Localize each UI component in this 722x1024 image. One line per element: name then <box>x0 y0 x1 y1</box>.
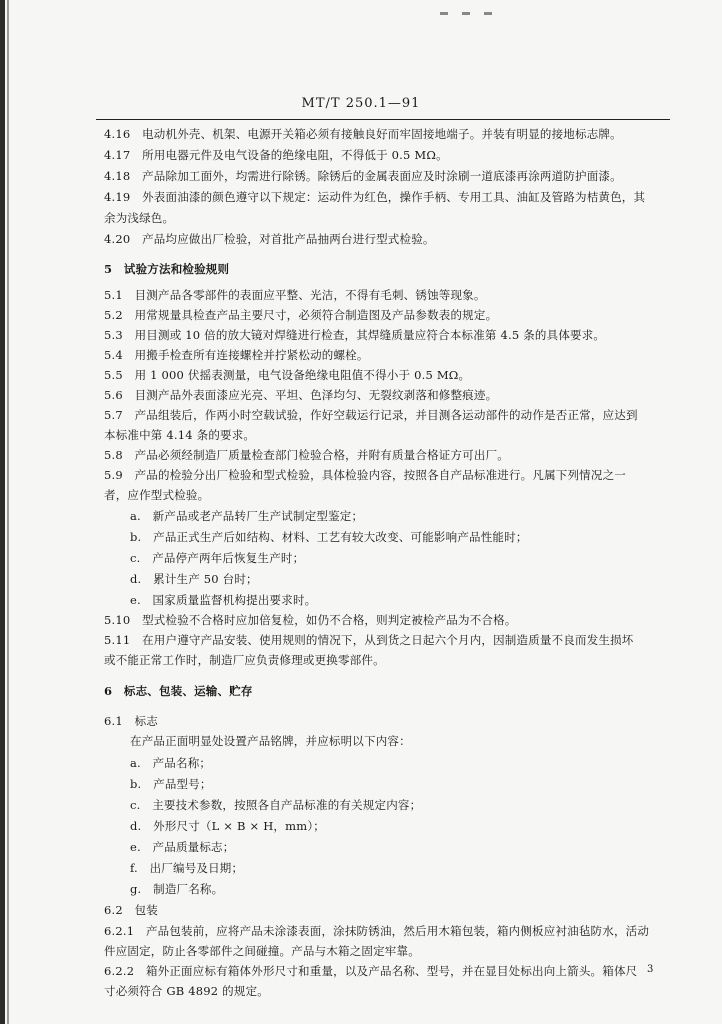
text-line-c4-19: 4.19 外表面油漆的颜色遵守以下规定：运动件为红色，操作手柄、专用工具、油缸及管路为桔黄色，其 <box>104 190 646 204</box>
text-line-c6-2-1: 6.2.1 产品包装前，应将产品未涂漆表面，涂抹防锈油，然后用木箱包装，箱内侧板应衬油毡防水，活动 <box>104 924 650 938</box>
text-line-c5-7b: 本标准中第 4.14 条的要求。 <box>104 428 256 442</box>
text-line-c5-9d: d. 累计生产 50 台时； <box>130 572 258 586</box>
text-line-c4-20: 4.20 产品均应做出厂检验，对首批产品抽两台进行型式检验。 <box>104 232 435 246</box>
text-line-c6-1e: e. 产品质量标志； <box>130 840 235 854</box>
text-line-c6-1a: a. 产品名称； <box>130 756 212 770</box>
text-line-c5-3: 5.3 用目测或 10 倍的放大镜对焊缝进行检查，其焊缝质量应符合本标准第 4.5 条的具体要求。 <box>104 328 606 342</box>
text-line-c5-4: 5.4 用搬手检查所有连接螺栓并拧紧松动的螺栓。 <box>104 348 369 362</box>
text-line-c5-6: 5.6 目测产品外表面漆应光亮、平坦、色泽均匀、无裂纹剥落和修整痕迹。 <box>104 388 498 402</box>
text-line-c5-9a: a. 新产品或老产品转厂生产试制定型鉴定； <box>130 509 364 523</box>
text-line-c5-5: 5.5 用 1 000 伏摇表测量，电气设备绝缘电阻值不得小于 0.5 MΩ。 <box>104 368 471 382</box>
text-line-c6-2-1b: 件应固定，防止各零部件之间碰撞。产品与木箱之固定牢靠。 <box>104 944 420 958</box>
text-line-c5-2: 5.2 用常规量具检查产品主要尺寸，必须符合制造图及产品参数表的规定。 <box>104 308 498 322</box>
text-line-c5-9b: 者，应作型式检验。 <box>104 488 210 502</box>
text-line-c6-1f: f. 出厂编号及日期； <box>130 861 244 875</box>
text-line-c5-9c: c. 产品停产两年后恢复生产时； <box>130 551 305 565</box>
text-line-c5-8: 5.8 产品必须经制造厂质量检查部门检验合格，并附有质量合格证方可出厂。 <box>104 448 509 462</box>
text-line-c4-18: 4.18 产品除加工面外，均需进行除锈。除锈后的金属表面应及时涂刷一道底漆再涂两道防护面漆。 <box>104 169 622 183</box>
scan-noise <box>440 0 560 6</box>
text-line-c5-9e: e. 国家质量监督机构提出要求时。 <box>130 593 317 607</box>
scan-binding-shadow <box>7 0 9 1024</box>
text-line-c5-1: 5.1 目测产品各零部件的表面应平整、光洁，不得有毛刺、锈蚀等现象。 <box>104 288 486 302</box>
text-line-c6-1t: 在产品正面明显处设置产品铭牌，并应标明以下内容： <box>130 734 411 748</box>
page-number: 3 <box>647 964 654 975</box>
text-line-c5-10: 5.10 型式检验不合格时应加倍复检，如仍不合格，则判定被检产品为不合格。 <box>104 613 517 627</box>
text-line-c5-11: 5.11 在用户遵守产品安装、使用规则的情况下，从到货之日起六个月内，因制造质量不良而发生损坏 <box>104 633 634 647</box>
text-line-c6-1g: g. 制造厂名称。 <box>130 882 224 896</box>
text-line-c6-1d: d. 外形尺寸（L × B × H，mm）； <box>130 819 325 833</box>
text-line-s6: 6 标志、包装、运输、贮存 <box>104 684 253 698</box>
text-line-c6-2-2: 6.2.2 箱外正面应标有箱体外形尺寸和重量，以及产品名称、型号，并在显目处标出向上箭头。箱体尺 <box>104 964 638 978</box>
text-line-c5-7: 5.7 产品组装后，作两小时空载试验，作好空载运行记录，并目测各运动部件的动作是否正常，应达到 <box>104 408 638 422</box>
page-header: MT/T 250.1—91 <box>301 96 421 111</box>
text-line-c6-1b: b. 产品型号； <box>130 777 212 791</box>
text-line-c4-19b: 余为浅绿色。 <box>104 211 175 225</box>
text-line-c6-1c: c. 主要技术参数，按照各自产品标准的有关规定内容； <box>130 798 422 812</box>
header-rule <box>96 119 670 120</box>
scan-binding-edge <box>0 0 5 1024</box>
text-line-c5-9: 5.9 产品的检验分出厂检验和型式检验，具体检验内容，按照各自产品标准进行。凡属下列情况之一 <box>104 468 626 482</box>
text-line-c5-9bb: b. 产品正式生产后如结构、材料、工艺有较大改变、可能影响产品性能时； <box>130 530 528 544</box>
text-line-s5: 5 试验方法和检验规则 <box>104 262 230 276</box>
text-line-c6-2: 6.2 包装 <box>104 903 158 917</box>
text-line-c4-17: 4.17 所用电器元件及电气设备的绝缘电阻，不得低于 0.5 MΩ。 <box>104 148 448 162</box>
text-line-c6-2-2b: 寸必须符合 GB 4892 的规定。 <box>104 984 269 998</box>
text-line-c5-11b: 或不能正常工作时，制造厂应负责修理或更换零部件。 <box>104 653 385 667</box>
text-line-c6-1: 6.1 标志 <box>104 714 158 728</box>
text-line-c4-16: 4.16 电动机外壳、机架、电源开关箱必须有接触良好而牢固接地端子。并装有明显的接地标志牌。 <box>104 127 622 141</box>
